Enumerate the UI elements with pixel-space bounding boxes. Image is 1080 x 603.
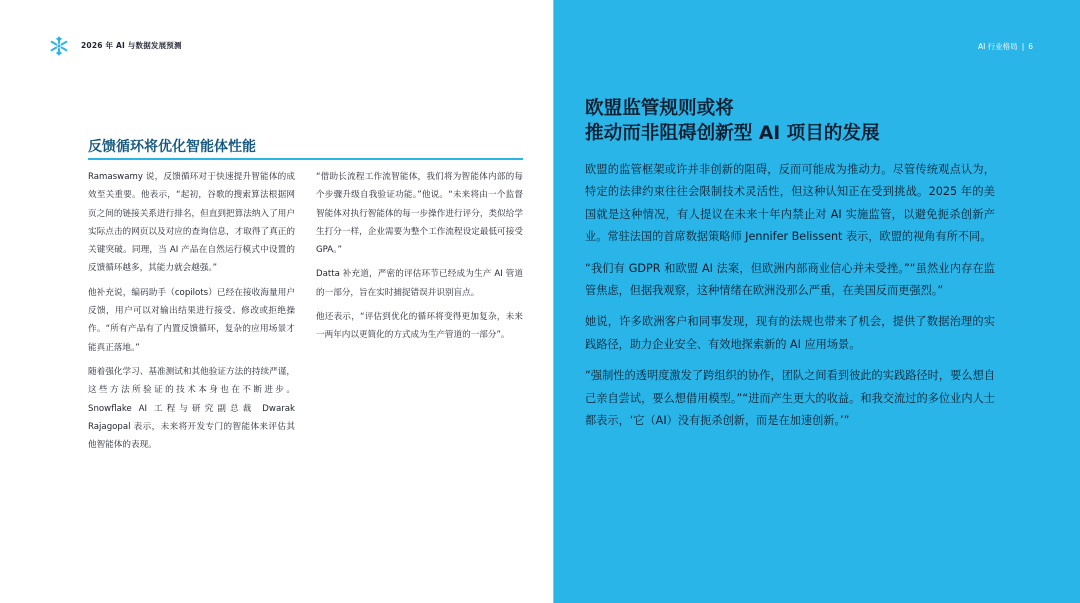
paragraph: Ramaswamy 说，反馈循环对于快速提升智能体的成效至关重要。他表示，“起初，谷歌的搜索算法根据网页之间的链接关系进行排名，但直到把算法纳入了用户实际点击的网页以及对应的查询信息，才取得了真正的关键突破。同理，当 AI 产品在自然运行模式中设置的反馈循环越多，其能力就会越强。” <box>88 172 295 274</box>
document-title: 2026 年 AI 与数据发展预测 <box>81 41 182 50</box>
section-heading: 反馈循环将优化智能体性能 <box>88 139 256 155</box>
paragraph: 欧盟的监管框架或许并非创新的阻碍，反而可能成为推动力。尽管传统观点认为，特定的法律约束往往会限制技术灵活性，但这种认知正在受到挑战。2025 年的美国就是这种情况，有人提议在未来十年内禁止对 AI 实施监管，以避免扼杀创新产业。常驻法国的首席数据策略师 Jennifer Belissent 表示，欧盟的视角有所不同。 <box>585 163 995 244</box>
section-label: AI 行业格局 <box>977 42 1018 51</box>
paragraph: “我们有 GDPR 和欧盟 AI 法案，但欧洲内部商业信心并未受挫。”“虽然业内存在监管焦虑，但据我观察，这种情绪在欧洲没那么严重，在美国反而更强烈。” <box>585 261 995 298</box>
paragraph: “借助长流程工作流智能体，我们将为智能体内部的每个步骤升级自我验证功能。”他说。“未来将由一个监督智能体对执行智能体的每一步操作进行评分，类似给学生打分一样，企业需要为整个工作流程设定最低可接受 GPA。” <box>316 172 523 256</box>
text-column-right <box>316 168 523 351</box>
text-column-left <box>88 168 295 460</box>
page-meta <box>978 41 1033 52</box>
page-number: 6 <box>1028 42 1033 51</box>
paragraph: 他还表示，“评估到优化的循环将变得更加复杂，未来一两年内以更简化的方式成为生产管道的一部分”。 <box>316 312 523 341</box>
paragraph: 她说，许多欧洲客户和同事发现，现有的法规也带来了机会，提供了数据治理的实践路径，助力企业安全、有效地探索新的 AI 应用场景。 <box>585 315 995 351</box>
paragraph: Datta 补充道，严密的评估环节已经成为生产 AI 管道的一部分，旨在实时捕捉错误并识别盲点。 <box>316 269 523 298</box>
feature-heading <box>585 96 1005 146</box>
page-divider <box>553 0 554 603</box>
paragraph: 他补充说，编码助手（copilots）已经在接收海量用户反馈，用户可以对输出结果进行接受、修改或拒绝操作。“所有产品有了内置反馈循环，复杂的应用场景才能真正落地。” <box>88 287 295 353</box>
section-rule <box>88 158 523 160</box>
meta-separator: | <box>1021 42 1025 51</box>
paragraph: 随着强化学习、基准测试和其他验证方法的持续严谨，这些方法所验证的技术本身也在不断进步。Snowflake AI 工程与研究副总裁 Dwarak Rajagopal 表示，未来将开发专门的智能体来评估其他智能体的表现。 <box>88 366 295 451</box>
feature-body <box>585 159 995 441</box>
paragraph: “强制性的透明度激发了跨组织的协作，团队之间看到彼此的实践路径时，要么想自己亲自尝试，要么想借用模型。”“进而产生更大的收益。和我交流过的多位业内人士都表示，‘它（AI）没有扼杀创新，而是在加速创新。’” <box>585 369 995 428</box>
snowflake-logo-icon <box>49 36 69 56</box>
feature-heading-line: 推动而非阻碍创新型 AI 项目的发展 <box>585 123 880 144</box>
feature-heading-line: 欧盟监管规则或将 <box>585 98 734 119</box>
